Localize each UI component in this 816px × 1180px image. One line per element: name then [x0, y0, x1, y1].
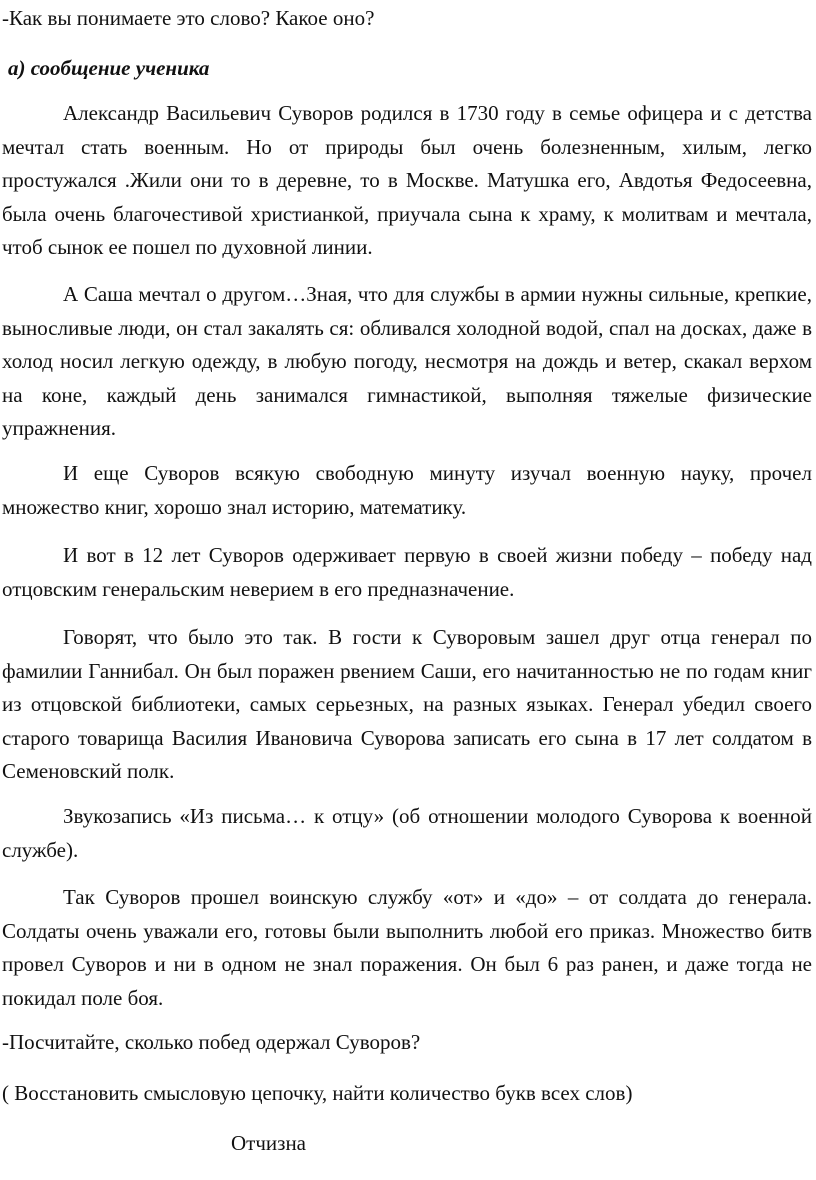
paragraph-training: А Саша мечтал о другом…Зная, что для службы в армии нужны сильные, крепкие, выносливые люди, он стал закалять ся: обливался холодной водой, спал на досках, даже в холод носил легкую одежду, в любую погоду, несмотря на дождь и ветер, скакал верхом на коне, каждый день занимался гимнастикой, выполняя тяжелые физические упражнения. — [2, 282, 812, 440]
task-restore-chain: ( Восстановить смысловую цепочку, найти количество букв всех слов) — [2, 1081, 633, 1105]
word-otchizna: Отчизна — [231, 1131, 306, 1155]
paragraph-hannibal: Говорят, что было это так. В гости к Суворовым зашел друг отца генерал по фамилии Ганнибал. Он был поражен рвением Саши, его начитанностью не по годам книг из отцовской библиотеки, самых серьезных, на разных языках. Генерал убедил своего старого товарища Василия Ивановича Суворова записать его сына в 17 лет солдатом в Семеновский полк. — [2, 625, 812, 783]
question-count-victories: -Посчитайте, сколько побед одержал Суворов? — [2, 1030, 421, 1054]
paragraph-service: Так Суворов прошел воинскую службу «от» и «до» – от солдата до генерала. Солдаты очень уважали его, готовы были выполнить любой его приказ. Множество битв провел Суворов и ни в одном не знал поражения. Он был 6 раз ранен, и даже тогда не покидал поле боя. — [2, 885, 812, 1010]
paragraph-birth: Александр Васильевич Суворов родился в 1730 году в семье офицера и с детства мечтал стать военным. Но от природы был очень болезненным, хилым, легко простужался .Жили они то в деревне, то в Москве. Матушка его, Авдотья Федосеевна, была очень благочестивой христианкой, приучала сына к храму, к молитвам и мечтала, чтоб сынок ее пошел по духовной линии. — [2, 101, 812, 259]
paragraph-audio-recording: Звукозапись «Из письма… к отцу» (об отношении молодого Суворова к военной службе). — [2, 804, 812, 862]
student-report-heading: а) сообщение ученика — [8, 56, 210, 80]
paragraph-first-victory: И вот в 12 лет Суворов одерживает первую в своей жизни победу – победу над отцовским генеральским неверием в его предназначение. — [2, 543, 812, 601]
question-what-is-word: -Как вы понимаете это слово? Какое оно? — [2, 6, 375, 30]
paragraph-study: И еще Суворов всякую свободную минуту изучал военную науку, прочел множество книг, хорошо знал историю, математику. — [2, 461, 812, 519]
